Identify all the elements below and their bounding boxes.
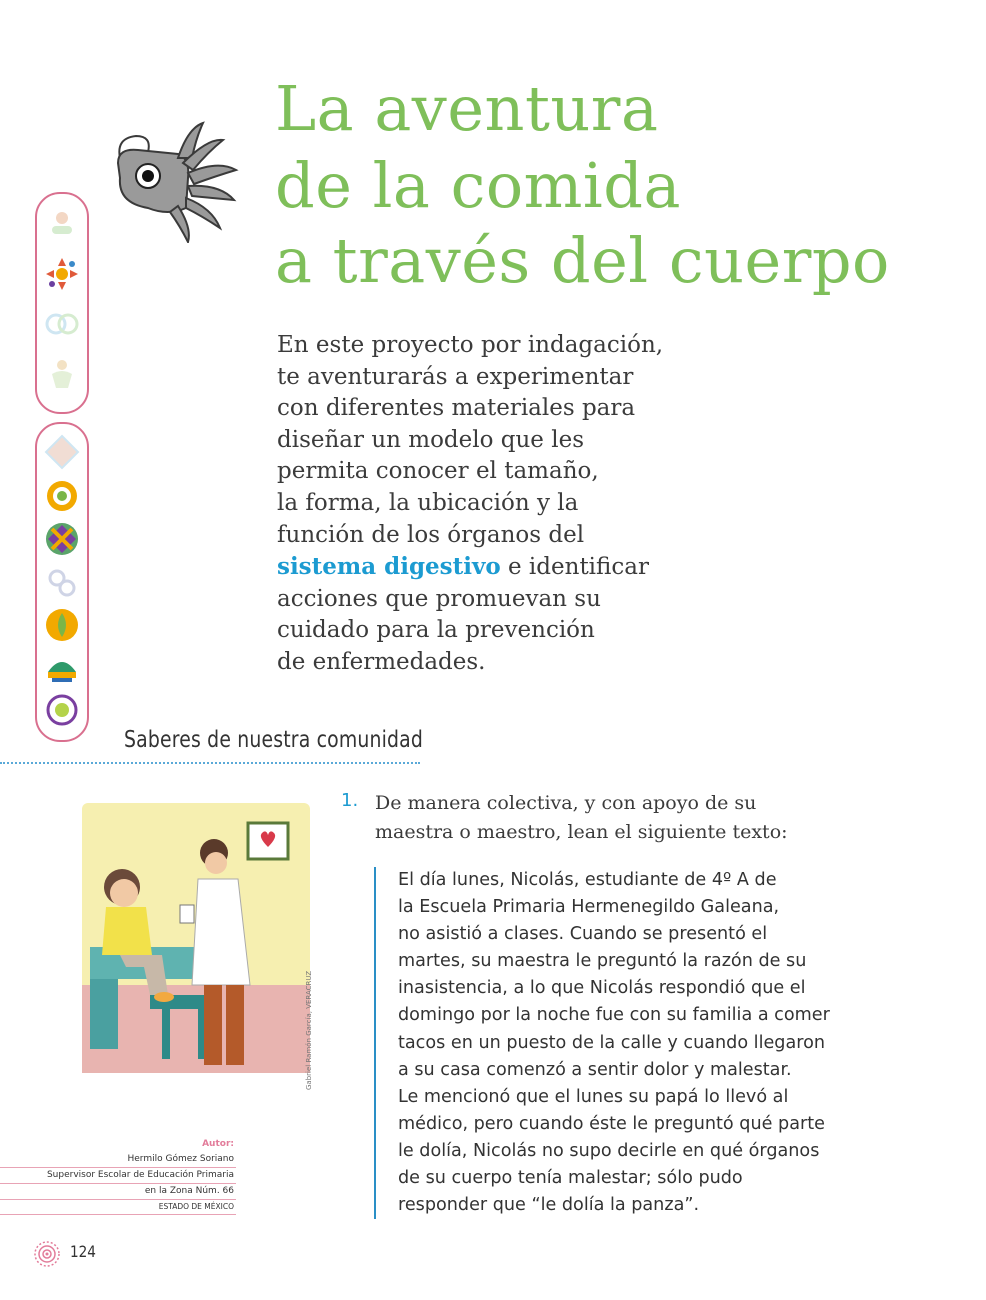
author-box [0, 1137, 236, 1215]
pill-bottom [35, 422, 89, 742]
author-role: Supervisor Escolar de Educación Primaria [0, 1168, 236, 1184]
intro-line-rest: e identificar [500, 554, 649, 581]
reading-line: martes, su maestra le preguntó la razón de su [398, 951, 807, 972]
spiral-icon [44, 478, 80, 514]
intro-line: de enfermedades. [277, 648, 486, 675]
activity-instruction [375, 789, 835, 847]
glyph-icon [108, 118, 240, 243]
activity-line: De manera colectiva, y con apoyo de su [375, 792, 757, 814]
keyword-sistema-digestivo[interactable]: sistema digestivo [277, 553, 501, 581]
reading-line: a su casa comenzó a sentir dolor y malestar. [398, 1059, 792, 1080]
author-state: ESTADO DE MÉXICO [0, 1200, 236, 1215]
section-divider [0, 762, 420, 764]
pill-top [35, 192, 89, 414]
reading-line: le dolía, Nicolás no supo decirle en qué órganos [398, 1140, 820, 1161]
lotus-icon [44, 607, 80, 643]
author-zone: en la Zona Núm. 66 [0, 1184, 236, 1200]
diamond-icon-faded [44, 434, 80, 470]
doctor-illustration [80, 795, 312, 1095]
cross-diamond-icon [44, 521, 80, 557]
turtle-icon [44, 650, 80, 686]
intro-line: permita conocer el tamaño, [277, 458, 599, 485]
title-line-2: de la comida [275, 149, 681, 222]
reading-line: tacos en un puesto de la calle y cuando llegaron [398, 1032, 825, 1053]
person-icon-faded [44, 356, 80, 392]
intro-line: con diferentes materiales para [277, 395, 636, 422]
author-label: Autor: [202, 1139, 234, 1149]
reading-line: responder que “le dolía la panza”. [398, 1195, 700, 1216]
reading-passage [374, 867, 918, 1219]
reading-line: de su cuerpo tenía malestar; sólo pudo [398, 1168, 743, 1189]
infinity-icon-faded [44, 564, 80, 600]
intro-line: función de los órganos del [277, 521, 585, 548]
intro-line: cuidado para la prevención [277, 617, 595, 644]
circle-figures-icon-faded [44, 306, 80, 342]
intro-line: acciones que promuevan su [277, 585, 601, 612]
page-number: 124 [70, 1242, 96, 1261]
title-line-3: a través del cuerpo [275, 224, 890, 297]
activity-number: 1. [341, 790, 359, 811]
activity-line: maestra o maestro, lean el siguiente texto: [375, 821, 788, 843]
reading-line: la Escuela Primaria Hermenegildo Galeana, [398, 897, 780, 918]
author-name: Hermilo Gómez Soriano [0, 1152, 236, 1168]
sun-figures-icon [44, 256, 80, 292]
reading-line: domingo por la noche fue con su familia a comer [398, 1005, 830, 1026]
reading-line: médico, pero cuando éste le preguntó qué parte [398, 1113, 825, 1134]
illustration-credit: Gabriel Ramón García, VERACRUZ [305, 970, 313, 1090]
intro-line: te aventurarás a experimentar [277, 363, 634, 390]
intro-line: diseñar un modelo que les [277, 426, 584, 453]
reading-line: no asistió a clases. Cuando se presentó el [398, 924, 768, 945]
figure-icon-faded [44, 206, 80, 242]
reading-line: inasistencia, a lo que Nicolás respondió que el [398, 978, 806, 999]
reading-line: Le mencionó que el lunes su papá lo llevó al [398, 1086, 789, 1107]
intro-line: En este proyecto por indagación, [277, 332, 664, 358]
title-line-1: La aventura [275, 72, 659, 145]
circle-spiral-icon [44, 692, 80, 728]
intro-line-keyword [277, 551, 697, 584]
section-title: Saberes de nuestra comunidad [124, 727, 424, 753]
sun-ornament-icon [33, 1240, 61, 1268]
reading-line: El día lunes, Nicolás, estudiante de 4º A de [398, 870, 777, 890]
intro-paragraph [277, 330, 697, 679]
intro-line: la forma, la ubicación y la [277, 489, 579, 516]
